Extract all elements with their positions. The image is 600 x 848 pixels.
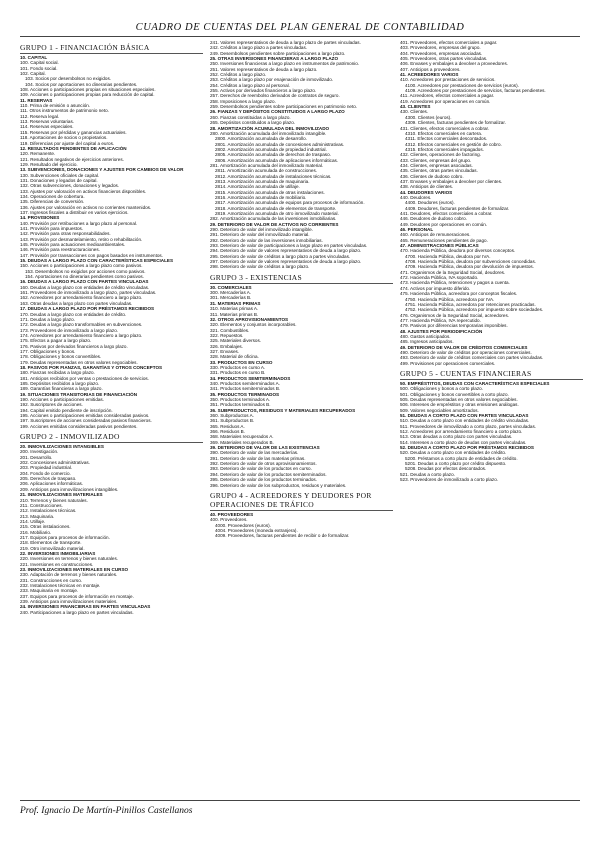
account-line: 216. Mobiliario. [20,529,52,535]
subgroup-heading: 26. FIANZAS Y DEPÓSITOS CONSTITUIDOS A LARGO PLAZO [210,109,345,115]
account-line: 130. Subvenciones oficiales de capital. [20,172,100,178]
account-line: 434. Clientes, empresas asociadas. [400,162,473,168]
account-line: 432. Clientes, operaciones de factoring. [400,152,481,158]
account-line: 141. Provisión para impuestos. [20,226,84,231]
account-line: 218. Elementos de transporte. [20,540,82,546]
account-line: 174. Acreedores por arrendamiento financiero a largo plazo. [20,332,143,338]
account-line: 250. Inversiones financieras a largo plazo en instrumentos de patrimonio. [210,61,360,67]
account-line: 210. Terrenos y bienes naturales. [20,497,88,503]
account-line: 290. Deterioro de valor del inmovilizado intangible. [210,227,313,233]
account-line: 4700. Hacienda Pública, deudora por IVA. [405,253,491,259]
account-line: 514. Intereses a corto plazo de deudas con partes vinculadas. [400,439,527,445]
account-line: 100. Capital social. [20,60,59,66]
account-line: 493. Deterioro de valor de créditos comerciales con partes vinculadas. [400,355,544,361]
account-line: 213. Maquinaria. [20,513,55,519]
subgroup-heading: 22. INVERSIONES INMOBILIARIAS [20,550,96,556]
account-line: 509. Valores negociables amortizados. [400,407,479,413]
subgroup-heading: 33. PRODUCTOS EN CURSO [210,359,273,365]
account-line: 2817. Amortización acumulada de equipos para procesos de información. [215,200,365,206]
account-line: 254. Créditos a largo plazo al personal. [210,82,290,88]
account-line: 512. Acreedores por arrendamiento financiero a corto plazo. [400,429,523,435]
account-line: 438. Anticipos de clientes. [400,184,454,190]
account-line: 221. Inversiones en construcciones. [20,561,94,567]
account-line: 162. Acreedores por arrendamiento financiero a largo plazo. [20,295,143,301]
group-heading: GRUPO 3 - EXISTENCIAS [210,273,393,284]
subgroup-heading: 40. PROVEEDORES [210,511,254,517]
account-line: 291. Deterioro de valor del inmovilizado material. [210,232,310,238]
account-line: 295. Deterioro de valor de créditos a largo plazo a partes vinculadas. [210,253,351,259]
account-line: 430. Clientes. [400,109,429,115]
account-line: 133. Ajustes por valoración en activos financieros disponibles. [20,188,147,194]
subgroup-heading: 39. DETERIORO DE VALOR DE LAS EXISTENCIAS [210,445,320,451]
subgroup-heading: 44. DEUDORES VARIOS [400,189,453,195]
subgroup-heading: 25. OTRAS INVERSIONES FINANCIERAS A LARGO PLAZO [210,56,339,62]
account-line: 171. Deudas a largo plazo. [20,316,75,322]
account-line: 395. Deterioro de valor de los productos terminados. [210,477,317,483]
account-line: 131. Donaciones y legados de capital. [20,177,98,183]
account-line: 118. Aportaciones de socios o propietarios. [20,135,108,141]
account-line: 113. Reservas voluntarias. [20,119,75,125]
account-line: 115. Reservas por pérdidas y ganancias actuariales. [20,129,127,135]
subgroup-heading: 28. AMORTIZACIÓN ACUMULADA DEL INMOVILIZADO [210,125,330,131]
account-line: 203. Propiedad industrial. [20,465,73,471]
account-line: 4750. Hacienda Pública, acreedora por IVA. [405,296,495,302]
account-line: 147. Provisión por transacciones con pagos basados en instrumentos. [20,252,164,258]
account-line: 129. Resultado del ejercicio. [20,161,78,167]
account-line: 2811. Amortización acumulada de construcciones. [215,168,318,174]
account-line: 327. Envases. [210,348,240,354]
account-line: 500. Obligaciones y bonos a corto plazo. [400,386,483,392]
account-line: 2800. Amortización acumulada de desarrollo. [215,136,307,142]
account-line: 209. Anticipos para inmovilizaciones intangibles. [20,486,119,492]
account-line: 499. Provisiones por operaciones comerciales. [400,360,496,366]
account-line: 330. Productos en curso A. [210,364,266,370]
subgroup-heading: 12. RESULTADOS PENDIENTES DE APLICACIÓN [20,145,127,151]
subgroup-heading: 32. OTROS APROVISIONAMIENTOS [210,316,289,322]
account-line: 293. Deterioro de valor de participaciones a largo plazo en partes vinculadas. [210,243,368,249]
subgroup-heading: 34. PRODUCTOS SEMITERMINADOS [210,375,291,381]
account-line: 404. Proveedores, empresas asociadas. [400,50,483,56]
account-line: 460. Anticipos de remuneraciones. [400,232,471,238]
account-line: 200. Investigación. [20,449,59,455]
account-line: 255. Activos por derivados financieros a largo plazo. [210,88,317,94]
group-heading: GRUPO 4 - ACREEDORES Y DEUDORES POR OPERACIONES DE TRÁFICO [210,491,393,511]
account-line: 513. Otras deudas a corto plazo con partes vinculadas. [400,434,513,440]
account-line: 2813. Amortización acumulada de maquinaria. [215,178,310,184]
subgroup-heading: 36. SUBPRODUCTOS, RESIDUOS Y MATERIALES RECUPERADOS [210,407,356,413]
account-line: 214. Utillaje. [20,518,46,524]
account-line: 436. Clientes de dudoso cobro. [400,173,464,179]
account-line: 440. Deudores. [400,194,432,200]
subgroup-heading: 48. AJUSTES POR PERIODIFICACIÓN [400,328,483,334]
group-heading: GRUPO 1 - FINANCIACIÓN BÁSICA [20,43,203,54]
document-title: CUADRO DE CUENTAS DEL PLAN GENERAL DE CONTABILIDAD [135,22,465,33]
account-line: 215. Otras instalaciones. [20,524,71,530]
subgroup-heading: 47. ADMINISTRACIONES PÚBLICAS [400,243,479,249]
account-line: 396. Deterioro de valor de los subproductos, residuos y materiales. [210,482,347,488]
account-line: 433. Clientes, empresas del grupo. [400,157,472,163]
account-line: 252. Créditos a largo plazo. [210,72,267,78]
account-line: 4315. Efectos comerciales impagados. [405,146,484,152]
account-line: 194. Capital emitido pendiente de inscripción. [20,407,113,413]
account-line: 136. Ajustes por valoración en activos no corrientes mantenidos. [20,204,152,210]
account-line: 233. Maquinaria en montaje. [20,588,79,594]
account-line: 154. Aportaciones no dinerarias pendientes como pasivos. [25,274,145,280]
account-line: 102. Capital. [20,71,46,77]
account-line: 4312. Efectos comerciales en gestión de cobro. [405,141,502,147]
account-line: 253. Créditos a largo plazo por enajenación de inmovilizado. [210,77,334,83]
account-line: 150. Acciones o participaciones a largo plazo como pasivos. [20,263,143,269]
account-line: 2816. Amortización acumulada de mobiliario. [215,194,307,200]
subgroup-heading: 23. INMOVILIZACIONES MATERIALES EN CURSO [20,566,129,572]
account-line: 2812. Amortización acumulada de instalaciones técnicas. [215,173,332,179]
account-line: 175. Efectos a pagar a largo plazo. [20,338,92,344]
account-line: 101. Fondo social. [20,65,58,71]
account-line: 2806. Amortización acumulada de aplicaciones informáticas. [215,157,339,163]
account-line: 104. Socios por aportaciones no dinerarias pendientes. [25,81,138,87]
account-line: 2819. Amortización acumulada de otro inmovilizado material. [215,211,339,216]
account-line: 240. Participaciones a largo plazo en partes vinculadas. [20,609,134,615]
account-line: 4309. Clientes, facturas pendientes de formalizar. [405,120,506,126]
account-line: 112. Reserva legal. [20,113,60,119]
account-line: 4708. Hacienda Pública, deudora por subvenciones concedidas. [405,259,537,265]
account-line: 179. Deudas representadas en otros valores negociables. [20,359,138,365]
subgroup-heading: 13. SUBVENCIONES, DONACIONES Y AJUSTES POR CAMBIOS DE VALOR [20,167,184,173]
account-line: 4400. Deudores (euros). [405,200,455,206]
account-line: 219. Otro inmovilizado material. [20,545,85,551]
account-line: 490. Deterioro de valor de créditos por operaciones comerciales. [400,349,532,355]
account-line: 121. Resultados negativos de ejercicios anteriores. [20,156,124,162]
account-line: 132. Otras subvenciones, donaciones y legados. [20,183,120,189]
account-line: 190. Acciones o participaciones emitidas. [20,397,105,402]
account-line: 4100. Acreedores por prestaciones de servicios (euros). [405,82,519,88]
account-line: 143. Provisión por desmantelamiento, retiro o rehabilitación. [20,236,143,242]
footer-author: Prof. Ignacio De Martín-Pinillos Castellanos [20,806,193,816]
account-line: 4709. Hacienda Pública, deudora por devolución de impuestos. [405,264,534,270]
subgroup-heading: 24. INVERSIONES FINANCIERAS EN PARTES VINCULADAS [20,604,151,610]
account-line: 437. Envases y embalajes a devolver por clientes. [400,178,503,184]
account-line: 237. Equipos para procesos de información en montaje. [20,593,134,599]
account-line: 485. Ingresos anticipados. [400,339,454,345]
account-line: 4310. Efectos comerciales en cartera. [405,130,483,136]
account-line: 4300. Clientes (euros). [405,114,452,120]
account-line: 181. Anticipos recibidos por ventas o prestaciones de servicios. [20,375,149,381]
subgroup-heading: 30. COMERCIALES [210,284,252,290]
account-line: 153. Desembolsos no exigidos por acciones como pasivos. [25,268,146,274]
account-line: 239. Anticipos para inmovilizaciones materiales. [20,599,118,605]
account-line: 449. Deudores por operaciones en común. [400,221,488,227]
account-line: 5201. Deudas a corto plazo por crédito dispuesto. [405,461,507,467]
account-line: 173. Proveedores de inmovilizado a largo plazo. [20,327,119,333]
account-line: 321. Combustibles. [210,327,250,333]
account-line: 231. Construcciones en curso. [20,577,83,583]
subgroup-heading: 41. ACREEDORES VARIOS [400,72,459,78]
subgroup-heading: 20. INMOVILIZACIONES INTANGIBLES [20,444,104,450]
account-line: 4311. Efectos comerciales descontados. [405,136,488,142]
account-line: 400. Proveedores. [210,517,248,523]
account-line: 501. Obligaciones y bonos convertibles a corto plazo. [400,391,509,397]
account-line: 435. Clientes, otras partes vinculadas. [400,168,478,174]
account-line: 172. Deudas a largo plazo transformables en subvenciones. [20,322,143,328]
account-line: 4409. Deudores, facturas pendientes de formalizar. [405,205,510,211]
account-line: 401. Proveedores, efectos comerciales a pagar. [400,40,498,45]
account-line: 326. Embalajes. [210,343,243,349]
account-line: 120. Remanente. [20,151,56,157]
account-line: 189. Garantías financieras a largo plazo. [20,386,103,392]
subgroup-heading: 49. DETERIORO DE VALOR DE CRÉDITOS COMERCIALES [400,344,528,350]
account-line: 5208. Deudas por efectos descontados. [405,466,487,472]
account-line: 350. Productos terminados A. [210,397,271,402]
account-line: 185. Depósitos recibidos a largo plazo. [20,380,100,386]
group-heading: GRUPO 5 - CUENTAS FINANCIERAS [400,369,583,380]
account-line: 211. Construcciones. [20,502,63,508]
account-line: 176. Pasivos por derivados financieros a largo plazo. [20,343,128,349]
account-line: 217. Equipos para procesos de información. [20,534,110,540]
subgroup-heading: 21. INMOVILIZACIONES MATERIALES [20,492,103,498]
account-line: 298. Deterioro de valor de créditos a largo plazo. [210,264,310,270]
account-line: 259. Desembolsos pendientes sobre participaciones en patrimonio neto. [210,104,358,110]
account-line: 201. Desarrollo. [20,454,53,460]
account-line: 510. Deudas a corto plazo con entidades de crédito vinculadas. [400,418,530,424]
account-line: 2801. Amortización acumulada de concesiones administrativas. [215,141,345,147]
account-line: 2815. Amortización acumulada de otras instalaciones. [215,189,325,195]
account-line: 511. Proveedores de inmovilizado a corto plazo, partes vinculadas. [400,423,537,429]
account-line: 403. Proveedores, empresas del grupo. [400,45,481,51]
account-line: 197. Suscriptores de acciones consideradas pasivos financieros. [20,418,152,424]
account-line: 251. Valores representativos de deuda a largo plazo. [210,66,318,72]
account-line: 340. Productos semiterminados A. [210,380,280,386]
account-line: 473. Hacienda Pública, retenciones y pagos a cuenta. [400,280,510,286]
account-line: 257. Derechos de reembolso derivados de contratos de seguro. [210,93,340,99]
account-line: 520. Deudas a corto plazo con entidades de crédito. [400,450,507,456]
account-line: 177. Obligaciones y bonos. [20,348,76,354]
account-line: 265. Depósitos constituidos a largo plazo. [210,120,296,126]
subgroup-heading: 46. PERSONAL [400,227,434,233]
account-line: 249. Desembolsos pendientes sobre participaciones a largo plazo. [210,50,346,56]
account-line: 411. Acreedores, efectos comerciales a pagar. [400,93,495,99]
subgroup-heading: 11. RESERVAS [20,97,53,103]
account-line: 134. Operaciones de cobertura. [20,193,85,199]
account-line: 331. Productos en curso B. [210,370,266,376]
account-line: 4751. Hacienda Pública, acreedora por retenciones practicadas. [405,301,536,307]
subgroup-heading: 10. CAPITAL [20,55,48,60]
account-line: 4000. Proveedores (euros). [215,522,271,528]
account-line: 282. Amortización acumulada de las inversiones inmobiliarias. [210,216,337,222]
account-line: 410. Acreedores por prestaciones de servicios. [400,77,496,83]
account-line: 351. Productos terminados B. [210,402,271,408]
account-line: 406. Envases y embalajes a devolver a proveedores. [400,61,509,67]
account-line: 140. Provisión por retribuciones a largo plazo al personal. [20,220,138,226]
accounts-columns [20,40,586,798]
account-line: 180. Fianzas recibidas a largo plazo. [20,370,95,376]
account-line: 471. Organismos de la Seguridad Social, deudores. [400,269,506,275]
subgroup-heading: 18. PASIVOS POR FIANZAS, GARANTÍAS Y OTROS CONCEPTOS [20,364,163,370]
account-line: 310. Materias primas A. [210,306,259,312]
account-line: 393. Deterioro de valor de los productos en curso. [210,466,312,472]
account-line: 192. Suscriptores de acciones. [20,402,83,408]
subgroup-heading: 15. DEUDAS A LARGO PLAZO CON CARACTERÍSTICAS ESPECIALES [20,258,174,264]
account-line: 202. Concesiones administrativas. [20,460,90,466]
account-line: 521. Deudas a corto plazo. [400,471,455,477]
account-line: 146. Provisión para reestructuraciones. [20,247,100,253]
account-line: 472. Hacienda Pública, IVA soportado. [400,275,479,281]
account-line: 368. Materiales recuperados A. [210,434,274,440]
column-1 [20,40,203,798]
account-line: 480. Gastos anticipados. [400,333,451,339]
account-line: 232. Instalaciones técnicas en montaje. [20,583,101,588]
account-line: 369. Materiales recuperados B. [210,439,274,445]
account-line: 111. Otros instrumentos de patrimonio neto. [20,108,109,114]
account-line: 506. Intereses de empréstitos y otras emisiones análogas. [400,402,519,408]
account-line: 220. Inversiones en terrenos y bienes naturales. [20,556,119,562]
column-2 [210,40,393,798]
account-line: 230. Adaptación de terrenos y bienes naturales. [20,572,118,578]
account-line: 419. Acreedores por operaciones en común. [400,98,491,104]
account-line: 242. Créditos a largo plazo a partes vinculadas. [210,45,308,51]
account-line: 407. Anticipos a proveedores. [400,66,461,72]
account-line: 103. Socios por desembolsos no exigidos. [25,76,112,82]
account-line: 297. Deterioro de valor de valores representativos de deuda a largo plazo. [210,259,362,265]
account-line: 391. Deterioro de valor de las materias primas. [210,455,306,461]
account-line: 5200. Préstamos a corto plazo de entidades de crédito. [405,455,518,461]
account-line: 4009. Proveedores, facturas pendientes de recibir o de formalizar. [215,533,350,539]
account-line: 441. Deudores, efectos comerciales a cobrar. [400,211,493,216]
account-line: 366. Residuos B. [210,429,245,435]
account-line: 474. Activos por impuesto diferido. [400,285,471,291]
column-3 [400,40,583,798]
account-line: 110. Prima de emisión o asunción. [20,103,91,109]
account-line: 212. Instalaciones técnicas. [20,508,77,514]
account-line: 2802. Amortización acumulada de propiedad industrial. [215,146,327,152]
subgroup-heading: 17. DEUDAS A LARGO PLAZO POR PRÉSTAMOS RECIBIDOS [20,306,155,312]
subgroup-heading: 14. PROVISIONES [20,215,60,221]
account-line: 328. Material de oficina. [210,354,259,360]
account-line: 301. Mercaderías B. [210,295,252,301]
subgroup-heading: 51. DEUDAS A CORTO PLAZO CON PARTES VINCULADAS [400,413,529,419]
account-line: 365. Residuos A. [210,423,245,429]
subgroup-heading: 52. DEUDAS A CORTO PLAZO POR PRÉSTAMOS RECIBIDOS [400,445,534,451]
account-line: 470. Hacienda Pública, deudora por diversos conceptos. [400,248,516,254]
subgroup-heading: 50. EMPRÉSTITOS, DEUDAS CON CARACTERÍSTICAS ESPECIALES [400,380,550,386]
account-line: 2805. Amortización acumulada de derechos de traspaso. [215,152,331,158]
account-line: 2818. Amortización acumulada de elementos de transporte. [215,205,337,211]
subgroup-heading: 35. PRODUCTOS TERMINADOS [210,391,280,397]
account-line: 119. Diferencias por ajuste del capital a euros. [20,140,115,146]
subgroup-heading: 19. SITUACIONES TRANSITORIAS DE FINANCIACIÓN [20,391,138,397]
account-line: 294. Deterioro de valor de valores representativos de deuda a largo plazo. [210,248,362,254]
account-line: 505. Deudas representadas en otros valores negociables. [400,397,518,402]
account-line: 431. Clientes, efectos comerciales a cobrar. [400,125,490,131]
account-line: 300. Mercaderías A. [210,290,252,296]
account-line: 4004. Proveedores (moneda extranjera). [215,527,298,533]
account-line: 161. Proveedores de inmovilizado a largo plazo, partes vinculadas. [20,290,157,296]
account-line: 137. Ingresos fiscales a distribuir en varios ejercicios. [20,209,129,215]
account-line: 258. Imposiciones a largo plazo. [210,98,276,104]
account-line: 361. Subproductos B. [210,418,255,424]
account-line: 204. Fondo de comercio. [20,470,71,476]
subgroup-heading: 16. DEUDAS A LARGO PLAZO CON PARTES VINCULADAS [20,279,149,285]
account-line: 360. Subproductos A. [210,413,254,419]
account-line: 163. Otras deudas a largo plazo con partes vinculadas. [20,300,133,306]
account-line: 477. Hacienda Pública, IVA repercutido. [400,317,481,323]
account-line: 4109. Acreedores por prestaciones de servicios, facturas pendientes. [405,88,546,94]
account-line: 241. Valores representativos de deuda a largo plazo de partes vinculadas. [210,40,361,45]
subgroup-heading: 31. MATERIAS PRIMAS [210,300,261,306]
account-line: 394. Deterioro de valor de los productos semiterminados. [210,471,327,477]
account-line: 392. Deterioro de valor de otros aprovisionamientos. [210,461,317,467]
account-line: 292. Deterioro de valor de las inversiones inmobiliarias. [210,237,323,243]
account-line: 320. Elementos y conjuntos incorporables. [210,322,297,328]
account-line: 142. Provisión para otras responsabilidades. [20,231,111,237]
group-heading: GRUPO 2 - INMOVILIZADO [20,432,203,443]
account-line: 465. Remuneraciones pendientes de pago. [400,237,488,243]
account-line: 280. Amortización acumulada del inmovilizado intangible. [210,130,327,136]
account-line: 341. Productos semiterminados B. [210,386,281,392]
account-line: 195. Acciones o participaciones emitidas consideradas pasivos. [20,413,150,419]
account-line: 322. Repuestos. [210,332,244,338]
account-line: 205. Derechos de traspaso. [20,476,77,482]
subgroup-heading: 29. DETERIORO DE VALOR DE ACTIVOS NO CORRIENTES [210,221,339,227]
account-line: 114. Reservas especiales. [20,124,74,130]
title-rule [20,36,580,37]
account-line: 475. Hacienda Pública, acreedora por conceptos fiscales. [400,291,518,297]
account-line: 405. Proveedores, otras partes vinculadas. [400,56,488,62]
account-line: 160. Deudas a largo plazo con entidades de crédito vinculadas. [20,284,150,290]
account-line: 199. Acciones emitidas consideradas pasivos pendientes. [20,423,138,429]
account-line: 446. Deudores de dudoso cobro. [400,216,467,222]
account-line: 135. Diferencias de conversión. [20,199,85,205]
account-line: 325. Materiales diversos. [210,338,262,344]
account-line: 523. Proveedores de inmovilizado a corto plazo. [400,477,499,483]
account-line: 476. Organismos de la Seguridad Social, acreedores. [400,312,510,318]
footer-rule [20,800,580,801]
account-line: 479. Pasivos por diferencias temporarias imponibles. [400,323,508,329]
account-line: 4752. Hacienda Pública, acreedora por impuesto sobre sociedades. [405,307,544,313]
account-line: 109. Acciones o participaciones propias para reducción de capital. [20,92,155,98]
account-line: 390. Deterioro de valor de las mercaderías. [210,450,299,456]
account-line: 311. Materias primas B. [210,311,259,317]
account-line: 206. Aplicaciones informáticas. [20,481,84,487]
account-line: 2814. Amortización acumulada de utillaje. [215,184,300,190]
account-line: 145. Provisión para actuaciones medioambientales. [20,242,126,248]
account-line: 170. Deudas a largo plazo con entidades de crédito. [20,311,127,317]
account-line: 178. Obligaciones y bonos convertibles. [20,354,102,360]
account-line: 108. Acciones o participaciones propias en situaciones especiales. [20,87,156,93]
account-line: 260. Fianzas constituidas a largo plazo. [210,114,291,120]
account-line: 281. Amortización acumulada del inmovilizado material. [210,162,324,168]
subgroup-heading: 43. CLIENTES [400,104,431,110]
